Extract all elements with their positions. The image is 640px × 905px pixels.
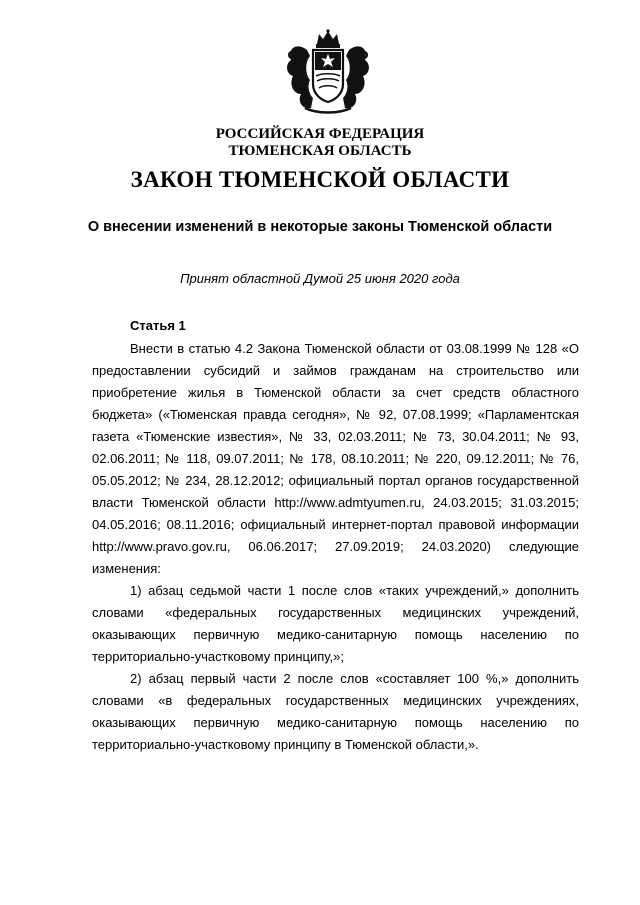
article-heading: Статья 1 [130, 318, 186, 333]
article-paragraph: 1) абзац седьмой части 1 после слов «таких учреждений,» дополнить словами «федеральных государственных медицинских учреждений, оказывающих первичную медико-санитарную помощь населению по территориально-участковому принципу,»; [92, 583, 579, 664]
law-subject: О внесении изменений в некоторые законы Тюменской области [87, 219, 553, 235]
adoption-note: Принят областной Думой 25 июня 2020 года [180, 271, 460, 286]
article-body [92, 338, 579, 756]
tyumen-coat-of-arms-icon [283, 28, 373, 116]
country-heading: РОССИЙСКАЯ ФЕДЕРАЦИЯ [215, 126, 425, 142]
article-paragraph: 2) абзац первый части 2 после слов «составляет 100 %,» дополнить словами «в федеральных государственных медицинских учреждениях, оказывающих первичную медико-санитарную помощь населению по территориально-участковому принципу в Тюменской области,». [92, 671, 579, 752]
article-paragraph: Внести в статью 4.2 Закона Тюменской области от 03.08.1999 № 128 «О предоставлении субсидий и займов гражданам на строительство или приобретение жилья в Тюменской области за счет средств областного бюджета» («Тюменская правда сегодня», № 92, 07.08.1999; «Парламентская газета «Тюменские известия», № 33, 02.03.2011; № 73, 30.04.2011; № 93, 02.06.2011; № 118, 09.07.2011; № 178, 08.10.2011; № 220, 09.12.2011; № 76, 05.05.2012; № 234, 28.12.2012; официальный портал органов государственной власти Тюменской области http://www.admtyumen.ru, 24.03.2015; 31.03.2015; 04.05.2016; 08.11.2016; официальный интернет-портал правовой информации http://www.pravo.gov.ru, 06.06.2017; 27.09.2019; 24.03.2020) следующие изменения: [92, 341, 579, 576]
region-heading: ТЮМЕНСКАЯ ОБЛАСТЬ [228, 143, 412, 159]
law-title: ЗАКОН ТЮМЕНСКОЙ ОБЛАСТИ [130, 167, 510, 192]
